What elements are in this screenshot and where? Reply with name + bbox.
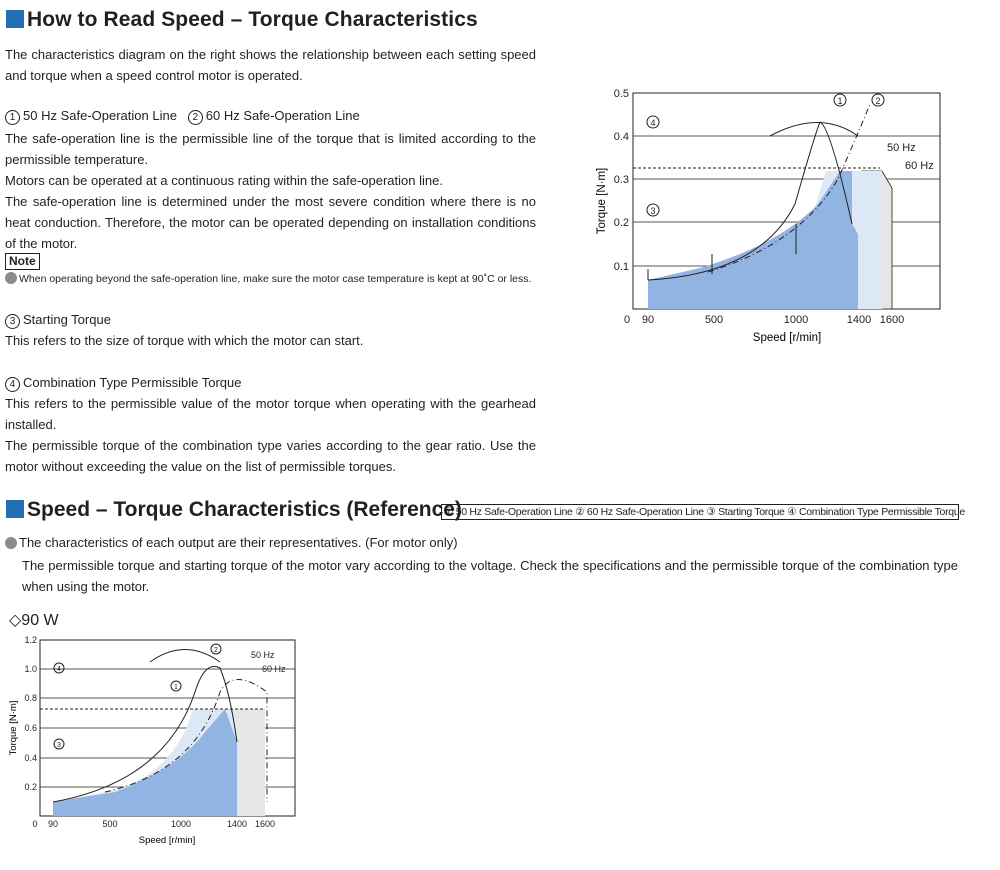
svg-text:90: 90 <box>47 819 59 829</box>
svg-text:0.8: 0.8 <box>24 693 37 703</box>
svg-text:4: 4 <box>650 118 656 128</box>
svg-text:500: 500 <box>704 314 724 326</box>
legend-box: ① 50 Hz Safe-Operation Line ② 60 Hz Safe-Operation Line ③ Starting Torque ④ Combination Type Permissible Torque <box>441 504 959 520</box>
marker-2-icon: 2 <box>188 110 203 125</box>
svg-text:0.2: 0.2 <box>24 782 37 792</box>
safe-line-text-3: The safe-operation line is determined under the most severe condition where there is no heat conduction. Therefore, the motor can be operated depending on installation conditions of the motor. <box>5 194 536 251</box>
svg-text:1000: 1000 <box>170 819 192 829</box>
safe-line-text-2: Motors can be operated at a continuous rating within the safe-operation line. <box>5 173 443 188</box>
chart-90w <box>5 632 305 852</box>
x-ticks <box>624 314 904 326</box>
svg-text:50 Hz: 50 Hz <box>887 142 916 154</box>
area-60hz-gray <box>235 709 265 816</box>
svg-text:0.2: 0.2 <box>613 217 629 229</box>
svg-text:1600: 1600 <box>879 314 905 326</box>
starting-heading: 3 Starting Torque <box>5 309 536 330</box>
bullet-icon <box>5 537 17 549</box>
svg-text:1600: 1600 <box>254 819 276 829</box>
svg-text:4: 4 <box>57 666 61 673</box>
marker-1-icon: 1 <box>5 110 20 125</box>
svg-text:0.4: 0.4 <box>24 753 37 763</box>
svg-text:500: 500 <box>102 819 118 829</box>
marker-4-icon: 4 <box>5 377 20 392</box>
svg-text:60 Hz: 60 Hz <box>262 664 286 674</box>
svg-text:0: 0 <box>32 819 38 829</box>
safe-line-heading: 1 50 Hz Safe-Operation Line 2 60 Hz Safe-Operation Line <box>5 105 536 126</box>
svg-text:1: 1 <box>837 96 843 106</box>
area-50hz <box>648 171 858 309</box>
svg-text:0.5: 0.5 <box>613 88 629 100</box>
model-label: ◇90 W <box>9 612 59 629</box>
svg-text:0.3: 0.3 <box>613 174 629 186</box>
svg-text:1400: 1400 <box>226 819 248 829</box>
svg-text:90: 90 <box>641 314 655 326</box>
section-title-read: How to Read Speed – Torque Characteristics <box>6 8 478 32</box>
svg-text:2: 2 <box>875 96 881 106</box>
svg-text:3: 3 <box>650 206 656 216</box>
heading-square-icon <box>6 500 24 518</box>
section-title-reference: Speed – Torque Characteristics (Reference) <box>6 498 462 522</box>
combo-heading: 4 Combination Type Permissible Torque <box>5 372 536 393</box>
svg-text:3: 3 <box>57 742 61 749</box>
svg-text:60 Hz: 60 Hz <box>905 160 934 172</box>
svg-text:0.6: 0.6 <box>24 723 37 733</box>
svg-text:0.4: 0.4 <box>613 131 629 143</box>
marker-3-icon: 3 <box>5 314 20 329</box>
intro-text: The characteristics diagram on the right shows the relationship between each setting speed and torque when a speed control motor is operated. <box>5 47 536 83</box>
starting-text: This refers to the size of torque with which the motor can start. <box>5 333 364 348</box>
y-ticks <box>24 635 37 792</box>
svg-text:2: 2 <box>214 647 218 654</box>
curve-50hz-arc <box>770 123 858 137</box>
curve-50hz-arc <box>150 650 220 663</box>
x-ticks <box>32 819 275 829</box>
svg-text:1.0: 1.0 <box>24 664 37 674</box>
x-axis-label: Speed [r/min] <box>752 332 822 344</box>
representative-text: The permissible torque and starting torque of the motor vary according to the voltage. Check the specifications and the permissible torque of the combination type when using the motor. <box>22 558 958 594</box>
safe-line-text: The safe-operation line is the permissible line of the torque that is limited according to the permissible temperature. <box>5 131 536 167</box>
bullet-icon <box>5 272 17 284</box>
svg-text:0.1: 0.1 <box>613 261 629 273</box>
svg-text:1.2: 1.2 <box>24 635 37 645</box>
svg-text:1000: 1000 <box>783 314 809 326</box>
svg-text:50 Hz: 50 Hz <box>251 650 275 660</box>
combo-text-2: The permissible torque of the combination type varies according to the gear ratio. Use the motor without exceeding the value on the list of permissible torques. <box>5 438 536 474</box>
y-ticks <box>614 88 629 273</box>
note-text: When operating beyond the safe-operation line, make sure the motor case temperature is kept at 90˚C or less. <box>5 272 531 285</box>
chart-read <box>590 84 950 354</box>
note-label: Note <box>5 253 40 270</box>
svg-text:1: 1 <box>174 684 178 691</box>
heading-square-icon <box>6 10 24 28</box>
svg-text:0: 0 <box>623 314 631 326</box>
x-axis-label: Speed [r/min] <box>138 835 196 846</box>
combo-text-1: This refers to the permissible value of the motor torque when operating with the gearhead installed. <box>5 396 536 432</box>
representative-note: The characteristics of each output are their representatives. (For motor only) <box>5 535 458 550</box>
y-axis-label: Torque [N·m] <box>8 700 19 756</box>
svg-text:1400: 1400 <box>846 314 872 326</box>
y-axis-label: Torque [N·m] <box>596 167 608 235</box>
